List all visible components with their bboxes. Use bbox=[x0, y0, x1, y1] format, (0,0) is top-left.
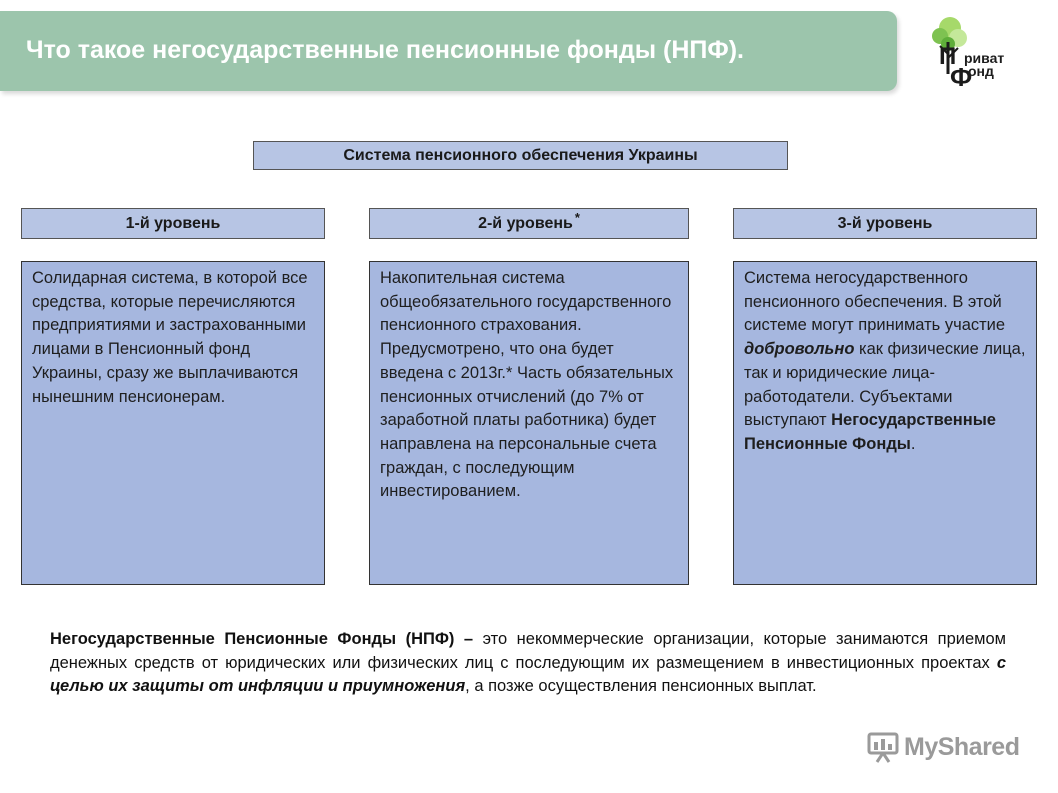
level-3-description bbox=[733, 261, 1037, 585]
definition-part2: , а позже осуществления пенсионных выплат. bbox=[465, 677, 817, 695]
definition-paragraph bbox=[50, 628, 1006, 699]
level-2-asterisk: * bbox=[574, 210, 580, 225]
level-3-text-c: как физические лица, так и юридические лица-работодатели. Субъектами выступают bbox=[744, 340, 1026, 430]
level-3-text-e: . bbox=[910, 434, 916, 453]
page-title: Что такое негосударственные пенсионные фонды (НПФ). bbox=[26, 36, 744, 64]
definition-emphasis: с целью их защиты от инфляции и приумножения bbox=[50, 653, 1006, 695]
level-3-npf-term: Негосударственные Пенсионные Фонды bbox=[744, 411, 996, 453]
svg-text:П: П bbox=[939, 43, 957, 70]
definition-term: Негосударственные Пенсионные Фонды (НПФ) – bbox=[50, 630, 474, 648]
watermark-text: MyShared bbox=[904, 732, 1020, 761]
level-3-label: 3-й уровень bbox=[837, 214, 933, 232]
system-title-box bbox=[253, 141, 788, 170]
logo-text-top: риват bbox=[964, 50, 1005, 66]
presentation-icon bbox=[866, 730, 900, 764]
level-2-description bbox=[369, 261, 689, 585]
level-1-description bbox=[21, 261, 325, 585]
system-title: Система пенсионного обеспечения Украины bbox=[343, 146, 698, 164]
watermark bbox=[866, 730, 1019, 764]
level-3-voluntary: добровольно bbox=[744, 340, 855, 359]
level-1-header bbox=[21, 208, 325, 239]
logo-text-bottom: онд bbox=[968, 63, 994, 79]
svg-text:Ф: Ф bbox=[950, 62, 973, 92]
level-1-text: Солидарная система, в которой все средства, которые перечисляются предприятиями и застрахованными лицами в Пенсионный фонд Украины, сразу же выплачиваются нынешним пенсионерам. bbox=[32, 269, 308, 406]
definition-part1: это некоммерческие организации, которые занимаются приемом денежных средств от юридических или физических лиц с последующим их размещением в инвестиционных проектах bbox=[50, 630, 1006, 672]
level-2-text: Накопительная система общеобязательного государственного пенсионного страхования. Предусмотрено, что она будет введена с 2013г.* Часть обязательных пенсионных отчислений (до 7% от заработной платы работника) будет направлена на персональные счета граждан, с последующим инвестированием. bbox=[380, 269, 674, 501]
level-2-label: 2-й уровень bbox=[478, 214, 573, 232]
level-3-header bbox=[733, 208, 1037, 239]
level-1-label: 1-й уровень bbox=[125, 214, 221, 232]
level-2-header bbox=[369, 208, 689, 239]
level-3-text-a: Система негосударственного пенсионного обеспечения. В этой системе могут принимать участие bbox=[744, 269, 1006, 335]
